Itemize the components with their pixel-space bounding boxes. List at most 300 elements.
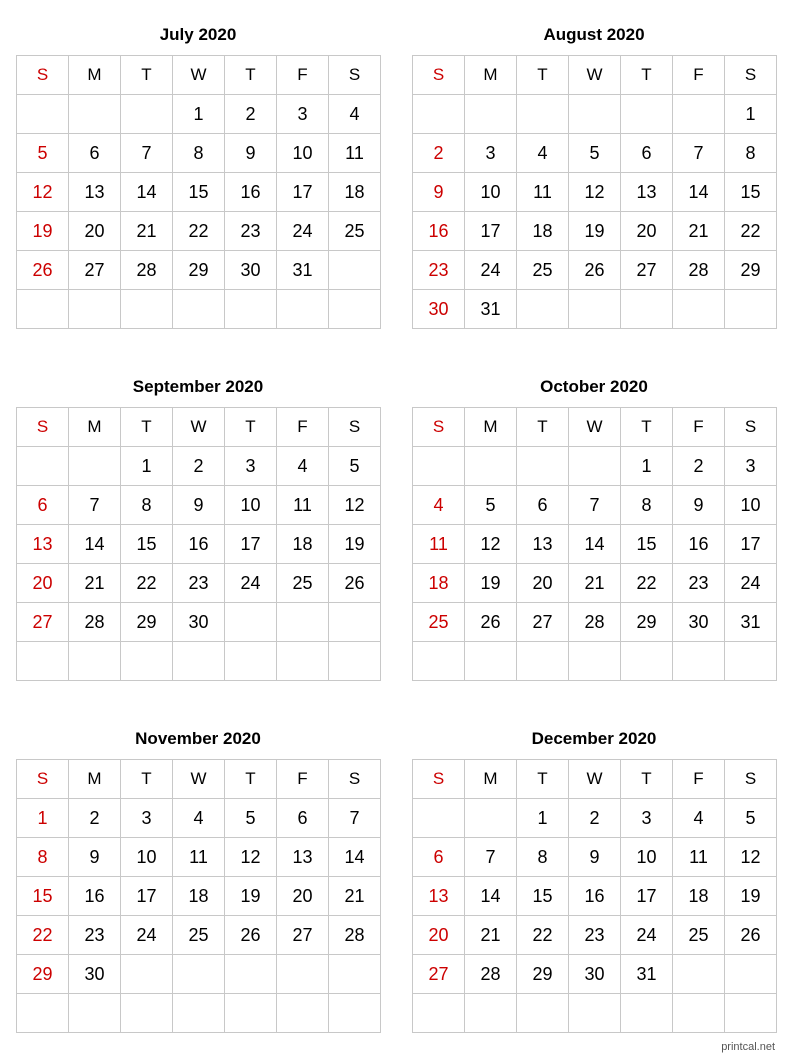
weekday-header: T [225,760,277,799]
month-title: October 2020 [540,377,648,396]
day-cell: 16 [225,173,277,212]
day-cell: 14 [121,173,173,212]
weekday-header: W [173,760,225,799]
day-cell [173,955,225,994]
day-cell: 18 [329,173,381,212]
day-cell: 25 [413,603,465,642]
day-cell [329,290,381,329]
day-cell: 29 [173,251,225,290]
day-cell: 3 [465,134,517,173]
day-cell: 23 [413,251,465,290]
day-cell: 4 [277,447,329,486]
calendar-grid [16,759,381,1033]
day-cell: 7 [121,134,173,173]
month-title: December 2020 [531,729,657,748]
day-cell: 23 [673,564,725,603]
day-cell: 3 [725,447,777,486]
day-cell: 28 [465,955,517,994]
day-cell [725,290,777,329]
day-cell: 30 [225,251,277,290]
week-row [17,564,381,603]
week-row [17,212,381,251]
weekday-header: W [173,408,225,447]
week-row [413,290,777,329]
day-cell: 12 [329,486,381,525]
weekday-header: M [69,56,121,95]
week-row [413,994,777,1033]
day-cell [517,642,569,681]
week-row [413,838,777,877]
week-row [17,525,381,564]
day-cell: 9 [225,134,277,173]
day-cell: 2 [173,447,225,486]
day-cell: 7 [329,799,381,838]
day-cell [17,447,69,486]
day-cell: 8 [121,486,173,525]
day-cell: 17 [225,525,277,564]
day-cell: 7 [569,486,621,525]
day-cell [173,642,225,681]
day-cell: 18 [673,877,725,916]
day-cell: 9 [673,486,725,525]
day-cell: 6 [69,134,121,173]
day-cell: 27 [69,251,121,290]
day-cell: 10 [277,134,329,173]
day-cell [329,955,381,994]
weekday-header: S [17,760,69,799]
day-cell: 29 [17,955,69,994]
day-cell: 17 [277,173,329,212]
weekday-header: S [413,56,465,95]
weekday-header: M [465,56,517,95]
day-cell: 16 [673,525,725,564]
weekday-header-row [413,760,777,799]
day-cell: 15 [621,525,673,564]
day-cell [569,290,621,329]
week-row [17,799,381,838]
day-cell: 30 [569,955,621,994]
day-cell: 12 [225,838,277,877]
day-cell: 19 [225,877,277,916]
day-cell [17,290,69,329]
month-title: November 2020 [135,729,261,748]
day-cell [225,994,277,1033]
month-title: September 2020 [132,377,264,396]
day-cell [465,447,517,486]
day-cell: 16 [569,877,621,916]
day-cell: 22 [517,916,569,955]
day-cell [329,251,381,290]
weekday-header: T [517,760,569,799]
month-title: August 2020 [543,25,645,44]
day-cell: 23 [225,212,277,251]
day-cell: 2 [225,95,277,134]
day-cell [69,447,121,486]
day-cell [673,290,725,329]
day-cell: 6 [17,486,69,525]
day-cell [329,642,381,681]
day-cell: 13 [17,525,69,564]
day-cell [17,642,69,681]
day-cell [121,955,173,994]
day-cell: 16 [173,525,225,564]
day-cell: 4 [517,134,569,173]
weekday-header: F [277,56,329,95]
day-cell [465,95,517,134]
day-cell [465,642,517,681]
day-cell: 22 [621,564,673,603]
day-cell [413,95,465,134]
weekday-header: S [329,408,381,447]
day-cell: 13 [413,877,465,916]
day-cell [225,642,277,681]
day-cell: 1 [121,447,173,486]
weekday-header-row [413,56,777,95]
weekday-header-row [17,760,381,799]
day-cell: 14 [465,877,517,916]
day-cell: 7 [465,838,517,877]
day-cell [69,994,121,1033]
day-cell [277,603,329,642]
day-cell: 26 [465,603,517,642]
day-cell: 21 [673,212,725,251]
day-cell: 24 [225,564,277,603]
day-cell: 30 [413,290,465,329]
day-cell: 14 [569,525,621,564]
day-cell: 20 [69,212,121,251]
day-cell: 8 [621,486,673,525]
day-cell [121,994,173,1033]
day-cell [517,95,569,134]
weekday-header: W [173,56,225,95]
weekday-header: S [17,408,69,447]
weekday-header: T [621,408,673,447]
day-cell: 11 [517,173,569,212]
day-cell [329,603,381,642]
day-cell: 28 [329,916,381,955]
day-cell: 20 [413,916,465,955]
week-row [17,838,381,877]
day-cell: 13 [621,173,673,212]
weekday-header: T [121,408,173,447]
week-row [413,603,777,642]
day-cell: 31 [465,290,517,329]
day-cell: 5 [465,486,517,525]
weekday-header: T [225,56,277,95]
day-cell: 2 [569,799,621,838]
day-cell: 16 [69,877,121,916]
day-cell: 20 [277,877,329,916]
day-cell: 16 [413,212,465,251]
day-cell: 24 [277,212,329,251]
day-cell: 27 [17,603,69,642]
day-cell: 18 [517,212,569,251]
day-cell: 9 [173,486,225,525]
day-cell: 25 [173,916,225,955]
day-cell: 15 [17,877,69,916]
day-cell: 10 [225,486,277,525]
weekday-header: F [277,408,329,447]
week-row [17,642,381,681]
day-cell: 21 [465,916,517,955]
day-cell: 26 [329,564,381,603]
day-cell: 5 [725,799,777,838]
day-cell [277,642,329,681]
weekday-header: F [673,408,725,447]
day-cell [173,994,225,1033]
day-cell: 5 [17,134,69,173]
calendar-grid [16,407,381,681]
week-row [17,916,381,955]
week-row [413,212,777,251]
day-cell [17,95,69,134]
day-cell: 17 [121,877,173,916]
calendar-grid [412,55,777,329]
weekday-header: S [725,56,777,95]
day-cell: 5 [225,799,277,838]
day-cell: 9 [69,838,121,877]
day-cell: 20 [17,564,69,603]
weekday-header: S [413,760,465,799]
day-cell: 6 [621,134,673,173]
week-row [413,525,777,564]
day-cell: 28 [569,603,621,642]
day-cell: 19 [465,564,517,603]
day-cell [121,95,173,134]
week-row [17,486,381,525]
day-cell: 12 [17,173,69,212]
week-row [17,251,381,290]
day-cell: 15 [725,173,777,212]
footer-credit[interactable]: printcal.net [721,1041,775,1053]
day-cell [121,290,173,329]
day-cell [673,955,725,994]
day-cell [673,642,725,681]
calendar-grid [16,55,381,329]
day-cell [465,799,517,838]
week-row [17,173,381,212]
weekday-header: T [121,760,173,799]
day-cell: 27 [277,916,329,955]
day-cell: 30 [69,955,121,994]
week-row [17,877,381,916]
day-cell: 25 [277,564,329,603]
day-cell [69,95,121,134]
day-cell: 27 [413,955,465,994]
day-cell: 6 [413,838,465,877]
day-cell: 11 [173,838,225,877]
day-cell: 31 [725,603,777,642]
day-cell: 30 [173,603,225,642]
weekday-header: W [569,56,621,95]
day-cell: 11 [673,838,725,877]
day-cell: 29 [725,251,777,290]
weekday-header: F [277,760,329,799]
day-cell: 3 [277,95,329,134]
day-cell: 9 [569,838,621,877]
calendar-grid [412,407,777,681]
day-cell: 18 [277,525,329,564]
weekday-header: W [569,760,621,799]
calendar-grid [412,759,777,1033]
day-cell: 3 [225,447,277,486]
day-cell [69,290,121,329]
weekday-header: T [517,56,569,95]
day-cell: 19 [329,525,381,564]
day-cell [725,955,777,994]
day-cell [517,994,569,1033]
day-cell: 4 [413,486,465,525]
day-cell: 18 [413,564,465,603]
day-cell: 19 [569,212,621,251]
day-cell: 28 [121,251,173,290]
day-cell: 24 [465,251,517,290]
week-row [17,447,381,486]
day-cell [569,447,621,486]
weekday-header: M [69,408,121,447]
day-cell: 26 [725,916,777,955]
day-cell: 29 [621,603,673,642]
day-cell: 10 [725,486,777,525]
weekday-header: M [69,760,121,799]
day-cell: 25 [329,212,381,251]
day-cell [225,290,277,329]
day-cell: 1 [621,447,673,486]
day-cell: 25 [673,916,725,955]
day-cell [517,447,569,486]
day-cell: 7 [673,134,725,173]
weekday-header: W [569,408,621,447]
week-row [413,955,777,994]
day-cell: 23 [569,916,621,955]
day-cell: 7 [69,486,121,525]
day-cell: 15 [173,173,225,212]
day-cell: 14 [329,838,381,877]
weekday-header: S [413,408,465,447]
day-cell: 21 [329,877,381,916]
weekday-header: T [121,56,173,95]
weekday-header: S [329,760,381,799]
day-cell [173,290,225,329]
weekday-header: T [621,56,673,95]
day-cell [673,994,725,1033]
week-row [17,994,381,1033]
day-cell: 5 [569,134,621,173]
day-cell [225,955,277,994]
day-cell [277,290,329,329]
day-cell: 1 [725,95,777,134]
day-cell: 27 [621,251,673,290]
weekday-header: T [225,408,277,447]
day-cell [277,994,329,1033]
day-cell: 8 [17,838,69,877]
day-cell: 22 [121,564,173,603]
day-cell: 24 [621,916,673,955]
day-cell: 13 [517,525,569,564]
day-cell [277,955,329,994]
week-row [413,799,777,838]
day-cell: 1 [17,799,69,838]
day-cell: 31 [621,955,673,994]
weekday-header: S [725,408,777,447]
day-cell: 8 [173,134,225,173]
day-cell: 2 [673,447,725,486]
day-cell: 27 [517,603,569,642]
day-cell [465,994,517,1033]
weekday-header: S [725,760,777,799]
day-cell: 24 [725,564,777,603]
day-cell [569,95,621,134]
weekday-header: M [465,760,517,799]
day-cell: 10 [465,173,517,212]
day-cell: 23 [173,564,225,603]
day-cell: 19 [17,212,69,251]
week-row [413,134,777,173]
day-cell [413,447,465,486]
day-cell: 13 [277,838,329,877]
week-row [413,916,777,955]
day-cell [17,994,69,1033]
weekday-header-row [17,56,381,95]
day-cell: 24 [121,916,173,955]
day-cell [413,642,465,681]
day-cell: 3 [121,799,173,838]
day-cell: 4 [329,95,381,134]
day-cell: 10 [121,838,173,877]
day-cell [725,994,777,1033]
week-row [413,251,777,290]
week-row [413,447,777,486]
day-cell [569,994,621,1033]
day-cell: 11 [413,525,465,564]
weekday-header: M [465,408,517,447]
day-cell [225,603,277,642]
weekday-header: S [329,56,381,95]
day-cell: 30 [673,603,725,642]
week-row [17,955,381,994]
day-cell: 10 [621,838,673,877]
day-cell [413,994,465,1033]
month-title: July 2020 [159,25,237,44]
day-cell: 15 [517,877,569,916]
day-cell: 2 [413,134,465,173]
day-cell: 14 [673,173,725,212]
day-cell: 29 [517,955,569,994]
day-cell [725,642,777,681]
day-cell: 14 [69,525,121,564]
day-cell: 4 [673,799,725,838]
day-cell: 11 [277,486,329,525]
day-cell [413,799,465,838]
week-row [17,603,381,642]
day-cell: 26 [225,916,277,955]
week-row [17,95,381,134]
day-cell: 20 [621,212,673,251]
weekday-header: S [17,56,69,95]
day-cell: 4 [173,799,225,838]
day-cell: 12 [569,173,621,212]
week-row [413,173,777,212]
day-cell: 1 [173,95,225,134]
day-cell: 31 [277,251,329,290]
week-row [413,486,777,525]
day-cell [621,290,673,329]
weekday-header-row [413,408,777,447]
week-row [413,95,777,134]
week-row [17,290,381,329]
day-cell: 8 [517,838,569,877]
weekday-header: T [621,760,673,799]
